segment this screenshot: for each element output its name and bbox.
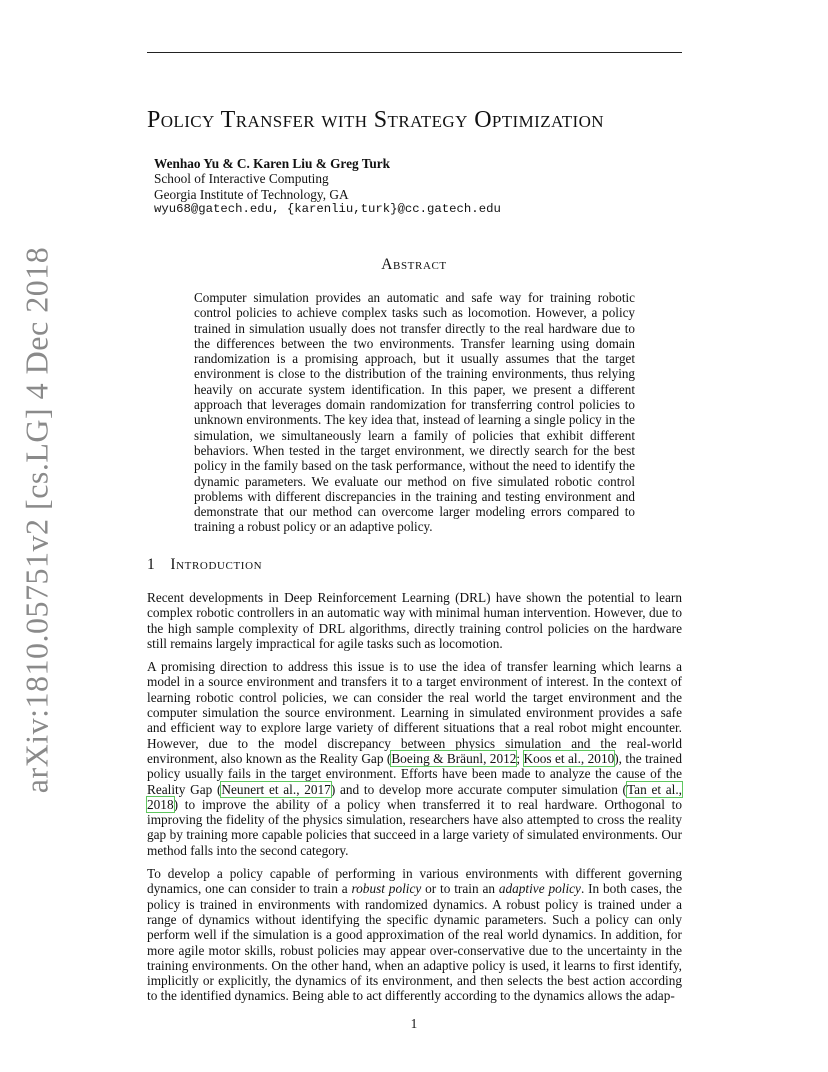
- arxiv-identifier: arXiv:1810.05751v2 [cs.LG] 4 Dec 2018: [18, 246, 55, 794]
- paragraph-2-text-b: ), the trained policy usually fails in the target environment. Efforts have been made to analyze the cause of the Reality Gap (: [147, 750, 682, 797]
- section-title: Introduction: [170, 556, 263, 573]
- author-names: Wenhao Yu & C. Karen Liu & Greg Turk: [154, 156, 391, 171]
- emphasis-adaptive-policy: adaptive policy: [498, 881, 581, 897]
- section-number: 1: [147, 556, 156, 573]
- affiliation-line-1: School of Interactive Computing: [154, 171, 329, 187]
- paragraph-2: [147, 659, 682, 858]
- section-body: [147, 590, 682, 1012]
- paper-title: Policy Transfer with Strategy Optimization: [147, 107, 604, 133]
- abstract-text: Computer simulation provides an automatic and safe way for training robotic control policies to achieve complex tasks such as locomotion. However, a policy trained in simulation usually does not transfer directly to the real hardware due to the differences between the two environments. Transfer learning using domain randomization is a promising approach, but it usually assumes that the target environment is close to the distribution of the training environments, thus relying heavily on accurate system identification. In this paper, we present a different approach that leverages domain randomization for transferring control policies to unknown environments. The key idea that, instead of learning a single policy in the simulation, we simultaneously learn a family of policies that exhibit different behaviors. When tested in the target environment, we directly search for the best policy in the family based on the task performance, without the need to identify the dynamic parameters. We evaluate our method on five simulated robotic control problems with different discrepancies in the training and testing environment and demonstrate that our method can overcome larger modeling errors compared to training a robust policy or an adaptive policy.: [194, 290, 635, 535]
- affiliation-line-2: Georgia Institute of Technology, GA: [154, 186, 349, 202]
- paragraph-1: Recent developments in Deep Reinforcement Learning (DRL) have shown the potential to learn complex robotic controllers in an automatic way with minimal human intervention. However, due to the high sample complexity of DRL algorithms, directly training control policies on the hardware still remains largely impractical for agile tasks such as locomotion.: [147, 590, 682, 651]
- citation-link[interactable]: Tan et al., 2018: [147, 781, 682, 812]
- author-emails: wyu68@gatech.edu, {karenliu,turk}@cc.gatech.edu: [154, 201, 501, 216]
- paragraph-3-text-c: . In both cases, the policy is trained in environments with randomized dynamics. A robust policy is trained under a range of dynamics without identifying the specific dynamic parameters. Such a policy can only perform well if the simulation is a good approximation of the real world dynamics. In addition, for more agile motor skills, robust policies may appear over-conservative due to the uncertainty in the training environments. On the other hand, when an adaptive policy is used, it learns to first identify, implicitly or explicitly, the dynamics of its environment, and then selects the best action according to the identified dynamics. Being able to act differently according to the dynamics allows the adap-: [147, 881, 682, 1004]
- paragraph-2-text-a: A promising direction to address this issue is to use the idea of transfer learning which learns a model in a source environment and transfers it to a target environment of interest. In the context of learning robotic control policies, we can consider the real world the target environment and the computer simulation the source environment. Learning in simulated environment provides a safe and efficient way to explore large variety of different situations that a real robot might encounter. However, due to the model discrepancy between physics simulation and the real-world environment, also known as the Reality Gap (: [147, 659, 682, 766]
- author-block: [154, 156, 501, 217]
- paragraph-3-text-a: To develop a policy capable of performing in various environments with different governing dynamics, one can consider to train a: [147, 866, 682, 897]
- section-heading: [147, 556, 262, 574]
- top-rule: [147, 52, 682, 53]
- paragraph-3: [147, 866, 682, 1004]
- paragraph-2-text-d: ) to improve the ability of a policy when transferred it to real hardware. Orthogonal to improving the fidelity of the physics simulation, researchers have also attempted to cross the reality gap by training more capable policies that succeed in a large variety of simulated environments. Our method falls into the second category.: [147, 796, 682, 858]
- abstract-heading: Abstract: [381, 256, 447, 273]
- emphasis-robust-policy: robust policy: [351, 881, 422, 897]
- citation-link[interactable]: Neunert et al., 2017: [221, 781, 331, 797]
- citation-link[interactable]: Koos et al., 2010: [523, 750, 615, 766]
- page-number: 1: [410, 1016, 418, 1031]
- paragraph-2-text-c: ) and to develop more accurate computer simulation (: [330, 781, 627, 797]
- citation-link[interactable]: Boeing & Bräunl, 2012: [391, 750, 517, 766]
- paragraph-3-text-b: or to train an: [421, 881, 499, 897]
- citation-separator: ;: [516, 750, 524, 766]
